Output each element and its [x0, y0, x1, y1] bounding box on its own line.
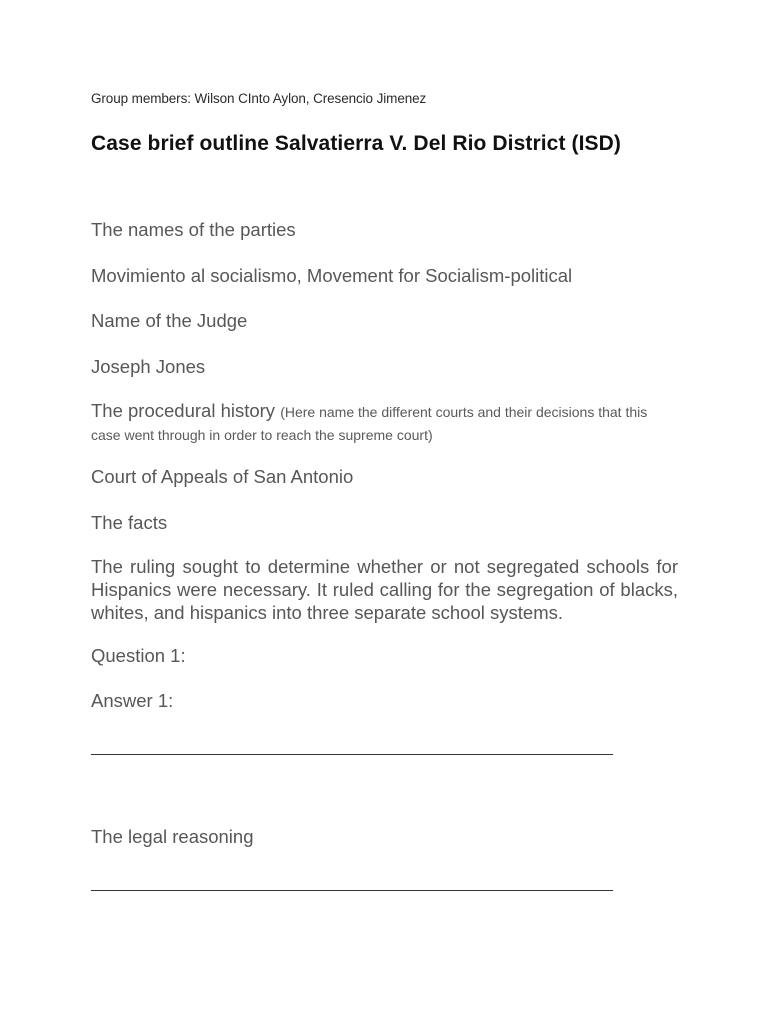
legal-reasoning-line — [91, 890, 613, 891]
procedural-note: (Here name the different courts and their decisions that this case went through in order to reach the supreme court) — [91, 404, 648, 443]
group-members: Group members: Wilson CInto Aylon, Cresencio Jimenez — [91, 91, 427, 106]
answer-label: Answer 1: — [91, 690, 174, 711]
facts-answer: The ruling sought to determine whether or not segregated schools for Hispanics were necessary. It ruled calling for the segregation of blacks, whites, and hispanics into three separate school systems. — [91, 556, 678, 623]
document-title: Case brief outline Salvatierra V. Del Rio District (ISD) — [91, 132, 621, 155]
procedural-answer: Court of Appeals of San Antonio — [91, 466, 354, 487]
judge-answer: Joseph Jones — [91, 356, 206, 377]
question-label: Question 1: — [91, 645, 186, 666]
parties-answer: Movimiento al socialismo, Movement for Socialism-political — [91, 265, 573, 286]
procedural-heading: The procedural history — [91, 400, 276, 421]
answer-line — [91, 754, 613, 755]
procedural-history — [91, 400, 679, 446]
facts-heading: The facts — [91, 512, 168, 533]
legal-reasoning-heading: The legal reasoning — [91, 826, 254, 847]
judge-heading: Name of the Judge — [91, 310, 248, 331]
parties-heading: The names of the parties — [91, 219, 296, 240]
